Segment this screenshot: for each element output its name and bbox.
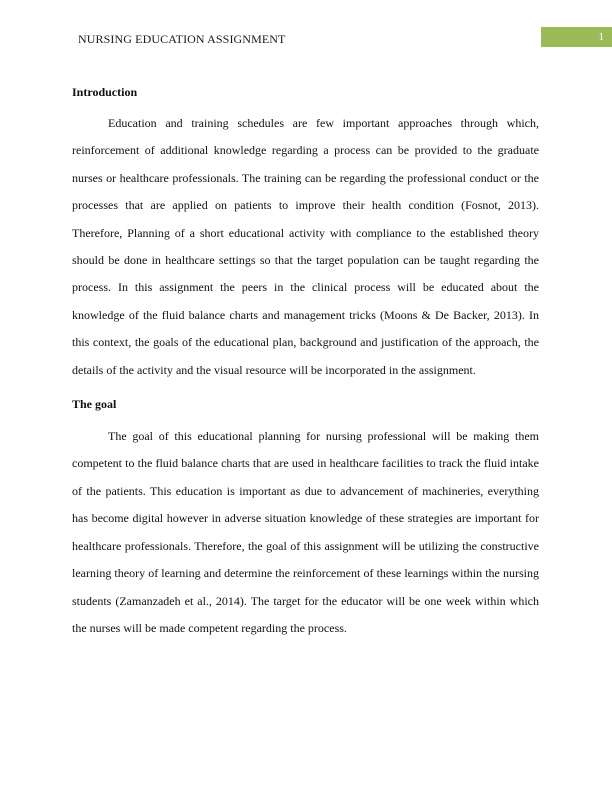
page-number: 1: [598, 31, 604, 43]
running-head: NURSING EDUCATION ASSIGNMENT: [78, 32, 286, 46]
document-body: [72, 84, 539, 642]
paragraph-introduction: Education and training schedules are few important approaches through which, reinforcement of additional knowledge regarding a process can be provided to the graduate nurses or healthcare professionals. The training can be regarding the professional conduct or the processes that are applied on patients to improve their health condition (Fosnot, 2013). Therefore, Planning of a short educational activity with compliance to the established theory should be done in healthcare settings so that the target population can be taught regarding the process. In this assignment the peers in the clinical process will be educated about the knowledge of the fluid balance charts and management tricks (Moons & De Backer, 2013). In this context, the goals of the educational plan, background and justification of the approach, the details of the activity and the visual resource will be incorporated in the assignment.: [72, 116, 539, 377]
page-number-badge: [541, 27, 612, 47]
section-heading-goal: The goal: [72, 397, 117, 412]
section-heading-introduction: Introduction: [72, 85, 138, 99]
paragraph-goal: The goal of this educational planning for nursing professional will be making them competent to the fluid balance charts that are used in healthcare facilities to track the fluid intake of the patients. This education is important as due to advancement of machineries, everything has become digital however in adverse situation knowledge of these strategies are important for healthcare professionals. Therefore, the goal of this assignment will be utilizing the constructive learning theory of learning and determine the reinforcement of these learnings within the nursing students (Zamanzadeh et al., 2014). The target for the educator will be one week within which the nurses will be made competent regarding the process.: [72, 429, 539, 635]
